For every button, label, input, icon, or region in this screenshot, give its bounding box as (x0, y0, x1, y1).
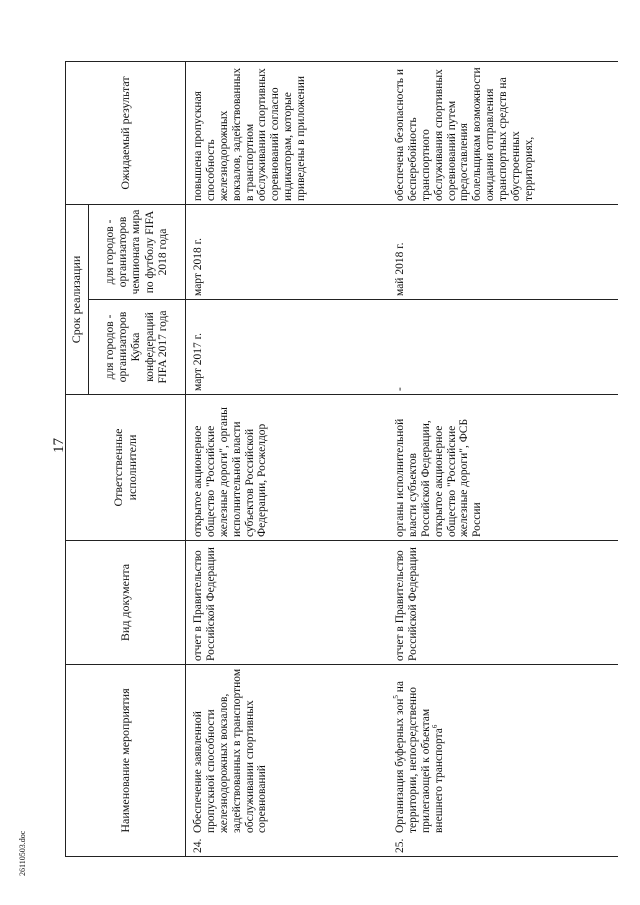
row-name-part: на территории, непосредственно прилегающей к объектам внешнего транспорта (394, 680, 445, 833)
header-deadline: Срок реализации (66, 204, 89, 394)
table-row (388, 61, 618, 856)
row-doc-type: отчет в Правительство Российской Федерации (388, 541, 618, 665)
header-deadline-2017: для городов - организаторов Кубка конфедераций FIFA 2017 года (89, 300, 186, 395)
footnote-mark: 5 (392, 695, 401, 699)
footnote-mark: 6 (430, 724, 439, 729)
header-doc-type: Вид документа (66, 541, 186, 665)
row-name-part: Организация буферных зон (394, 698, 406, 833)
row-deadline-2017: - (388, 300, 618, 395)
row-name (394, 668, 446, 833)
row-deadline-2018: март 2018 г. (186, 204, 389, 299)
row-deadline-2018: май 2018 г. (388, 204, 618, 299)
header-executors: Ответственные исполнители (66, 395, 186, 541)
header-result: Ожидаемый результат (66, 61, 186, 204)
page-number: 17 (51, 438, 67, 453)
header-deadline-2018: для городов - организаторов чемпионата мира по футболу FIFA 2018 года (89, 204, 186, 299)
row-doc-type: отчет в Правительство Российской Федерации (186, 541, 389, 665)
row-name-cell (388, 665, 618, 857)
row-name: Обеспечение заявленной пропускной способности железнодорожных вокзалов, задействованных в транспортном обслуживании спортивных соревнований (192, 668, 269, 833)
table-row (186, 61, 389, 856)
header-name: Наименование мероприятия (66, 665, 186, 857)
row-number: 24. (192, 838, 204, 853)
measures-table-sheet (65, 62, 590, 857)
row-executors: открытое акционерное общество "Российские железные дороги", органы исполнительной власти субъектов Российской Федерации, Росжелдор (186, 395, 389, 541)
row-result: обеспечена безопасность и бесперебойность транспортного обслуживания спортивных соревнований путем предоставления болельщикам возможности ожидания отправления транспортных средств на обустроенных территориях, (388, 61, 618, 204)
row-name-cell (186, 665, 389, 857)
footer-document-code: 26110503.doc (18, 830, 27, 876)
row-executors: органы исполнительной власти субъектов Российской Федерации, открытое акционерное общество "Российские железные дороги", ФСБ России (388, 395, 618, 541)
row-deadline-2017: март 2017 г. (186, 300, 389, 395)
row-number: 25. (394, 838, 406, 853)
row-result: повышена пропускная способность железнодорожных вокзалов, задействованных в транспортном обслуживании спортивных соревнований согласно индикаторам, которые приведены в приложении (186, 61, 389, 204)
measures-table (65, 61, 618, 857)
